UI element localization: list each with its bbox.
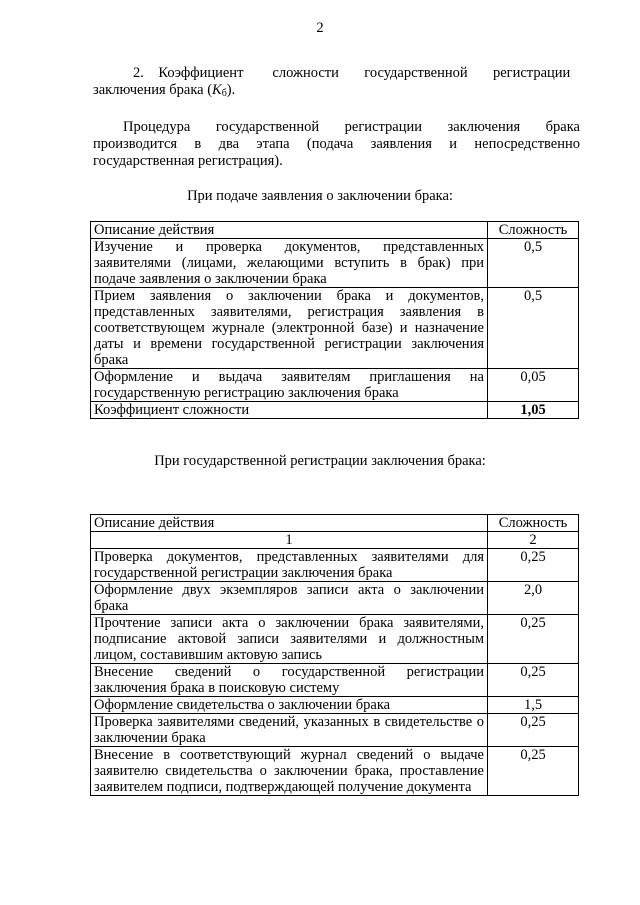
row-description: Прочтение записи акта о заключении брака заявителями, подписание актовой записи заявителями и должностным лицом, составившим актовую запись (91, 615, 488, 664)
coefficient-symbol: К (212, 82, 222, 98)
total-label: Коэффициент сложности (91, 402, 488, 419)
row-value: 0,05 (488, 369, 579, 402)
page-number: 2 (316, 20, 324, 36)
table-row (91, 664, 579, 697)
table-row (91, 369, 579, 402)
header-description: Описание действия (91, 515, 488, 532)
row-value: 0,5 (488, 239, 579, 288)
header-complexity: Сложность (488, 222, 579, 239)
row-value: 0,5 (488, 288, 579, 369)
header-description: Описание действия (91, 222, 488, 239)
table-row (91, 697, 579, 714)
table-header-row (91, 515, 579, 532)
table-row (91, 549, 579, 582)
table-row (91, 615, 579, 664)
table1-caption: При подаче заявления о заключении брака: (187, 188, 453, 204)
row-value: 2,0 (488, 582, 579, 615)
column-number: 1 (91, 532, 488, 549)
heading-line1: 2. Коэффициент сложности государственной регистрации (133, 65, 571, 81)
row-description: Оформление и выдача заявителям приглашения на государственную регистрацию заключения брака (91, 369, 488, 402)
table-row (91, 582, 579, 615)
row-value: 0,25 (488, 549, 579, 582)
row-description: Проверка заявителями сведений, указанных в свидетельстве о заключении брака (91, 714, 488, 747)
section-heading (93, 65, 580, 102)
row-description: Внесение сведений о государственной регистрации заключения брака в поисковую систему (91, 664, 488, 697)
table-row (91, 288, 579, 369)
heading-line2: заключения брака $(К_б)$. (93, 82, 236, 99)
header-complexity: Сложность (488, 515, 579, 532)
row-value: 0,25 (488, 664, 579, 697)
row-description: Оформление двух экземпляров записи акта о заключении брака (91, 582, 488, 615)
column-number: 2 (488, 532, 579, 549)
intro-paragraph: Процедура государственной регистрации заключения брака производится в два этапа (подача заявления и непосредственно государственная регистрация). (93, 119, 580, 169)
row-value: 1,5 (488, 697, 579, 714)
coefficient-subscript: б (221, 88, 227, 99)
row-description: Оформление свидетельства о заключении брака (91, 697, 488, 714)
row-description: Внесение в соответствующий журнал сведений о выдаче заявителю свидетельства о заключении брака, проставление заявителем подписи, подтверждающей получение документа (91, 747, 488, 796)
row-value: 0,25 (488, 615, 579, 664)
table-row (91, 239, 579, 288)
table-header-row (91, 222, 579, 239)
row-value: 0,25 (488, 747, 579, 796)
registration-stage-table (90, 514, 579, 796)
table2-caption: При государственной регистрации заключения брака: (154, 453, 486, 469)
table-row (91, 714, 579, 747)
row-description: Проверка документов, представленных заявителями для государственной регистрации заключения брака (91, 549, 488, 582)
total-row (91, 402, 579, 419)
row-description: Прием заявления о заключении брака и документов, представленных заявителями, регистрация заявления в соответствующем журнале (электронной базе) и назначение даты и времени государственной регистрации заключения брака (91, 288, 488, 369)
total-value: 1,05 (488, 402, 579, 419)
column-numbering-row (91, 532, 579, 549)
row-value: 0,25 (488, 714, 579, 747)
row-description: Изучение и проверка документов, представленных заявителями (лицами, желающими вступить в брак) при подаче заявления о заключении брака (91, 239, 488, 288)
application-stage-table (90, 221, 579, 419)
table-row (91, 747, 579, 796)
